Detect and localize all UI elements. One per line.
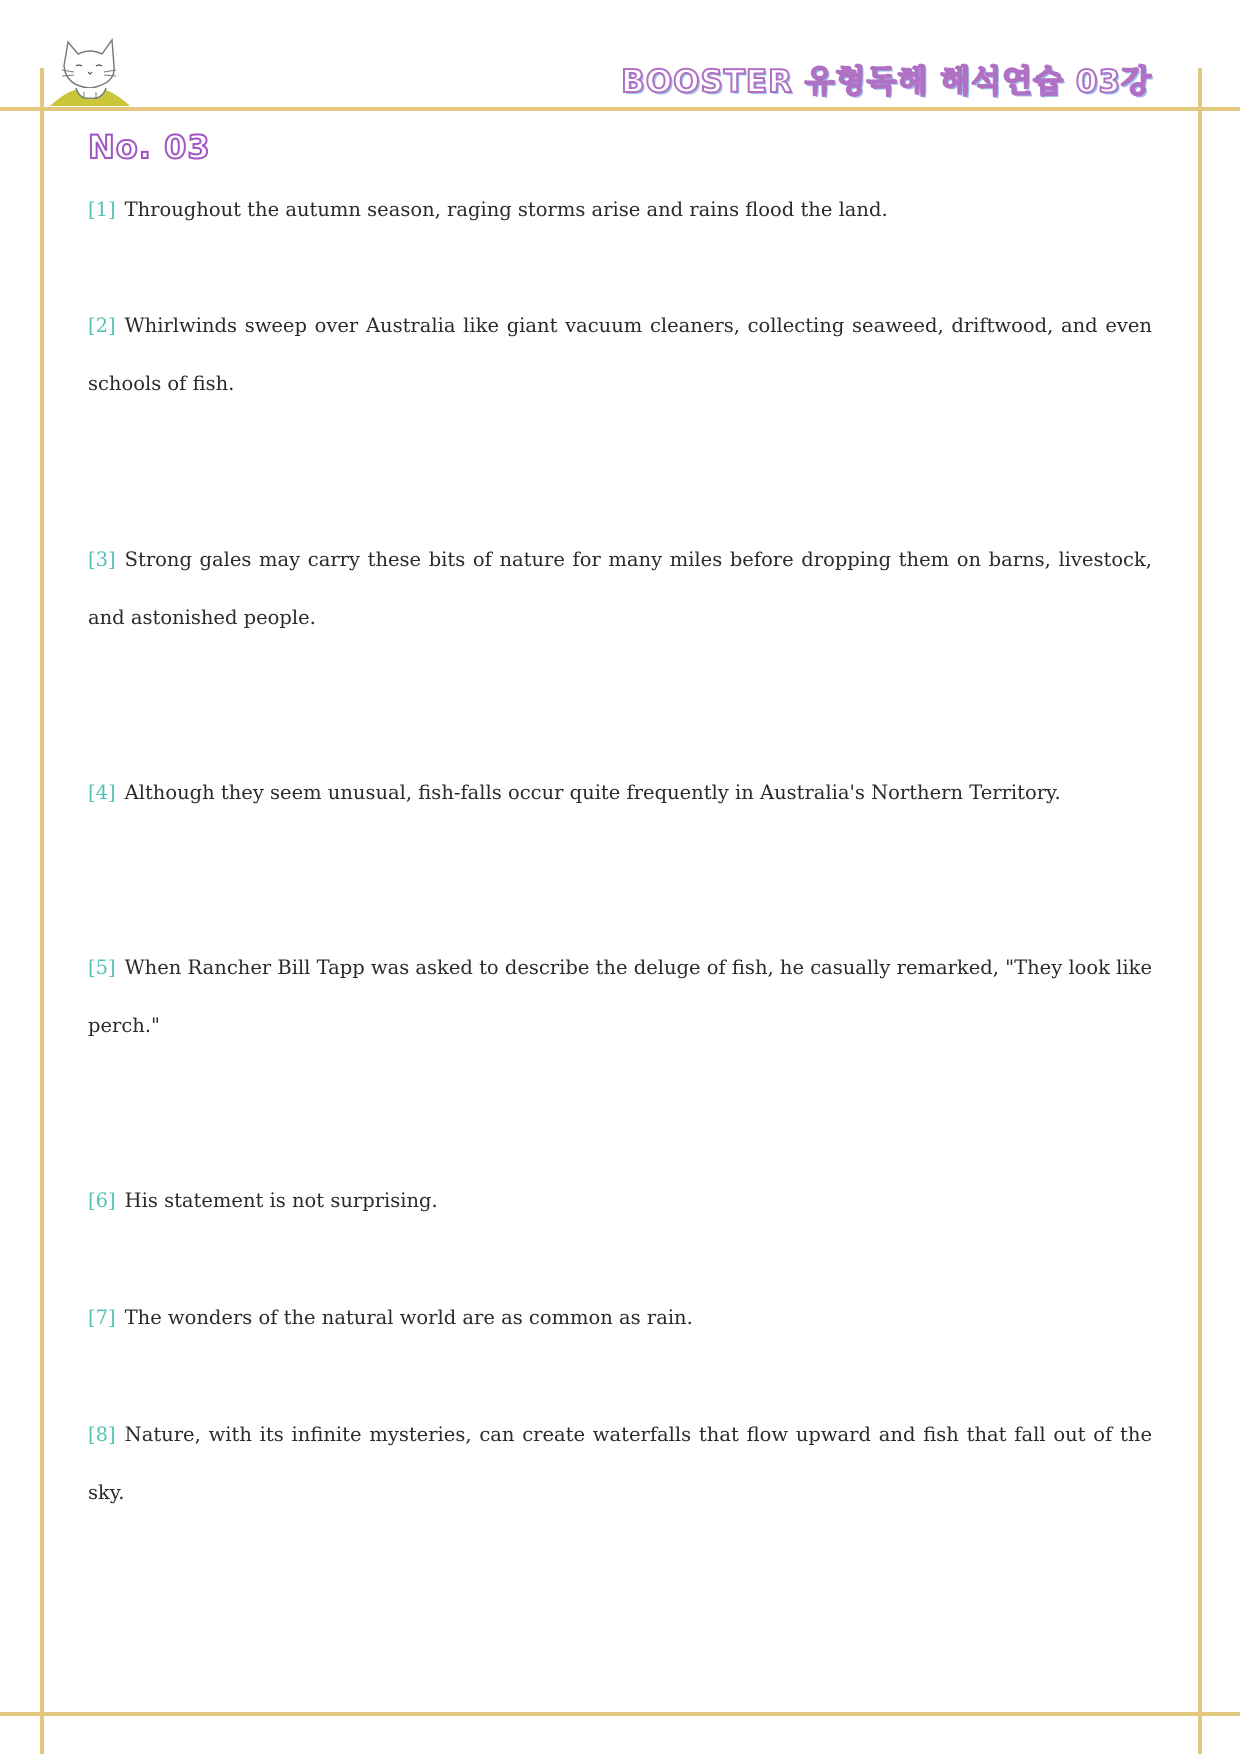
document-number: No. 03 (88, 128, 211, 166)
sentence-text: The wonders of the natural world are as common as rain. (124, 1306, 693, 1329)
sentence-number: [4] (88, 781, 116, 804)
sentence-8 (88, 1406, 1152, 1522)
sentence-text: Although they seem unusual, fish-falls occur quite frequently in Australia's Northern Territory. (124, 781, 1061, 804)
header-divider (0, 107, 1240, 111)
sentence-3 (88, 531, 1152, 647)
cat-logo-icon (46, 28, 134, 106)
sentence-number: [3] (88, 548, 116, 571)
sentence-text: Throughout the autumn season, raging storms arise and rains flood the land. (124, 198, 888, 221)
sentence-number: [5] (88, 956, 116, 979)
sentence-number: [6] (88, 1189, 116, 1212)
sentence-number: [7] (88, 1306, 116, 1329)
sentence-text: Nature, with its infinite mysteries, can create waterfalls that flow upward and fish that fall out of the sky. (88, 1423, 1152, 1504)
sentence-2 (88, 297, 1152, 413)
sentence-text: Strong gales may carry these bits of nature for many miles before dropping them on barns, livestock, and astonished people. (88, 548, 1152, 629)
right-border (1198, 68, 1202, 1754)
sentence-5 (88, 939, 1152, 1055)
sentence-text: His statement is not surprising. (124, 1189, 438, 1212)
sentence-number: [2] (88, 314, 116, 337)
left-border (40, 68, 44, 1754)
sentence-text: When Rancher Bill Tapp was asked to describe the deluge of fish, he casually remarked, "They look like perch." (88, 956, 1153, 1037)
header-title: BOOSTER 유형독해 해석연습 03강 (621, 64, 1152, 100)
sentence-text: Whirlwinds sweep over Australia like giant vacuum cleaners, collecting seaweed, driftwood, and even schools of fish. (88, 314, 1152, 395)
sentence-number: [8] (88, 1423, 116, 1446)
sentence-7 (88, 1289, 1152, 1347)
sentence-4 (88, 764, 1152, 822)
sentence-1 (88, 181, 1152, 239)
sentence-number: [1] (88, 198, 116, 221)
sentence-6 (88, 1172, 1152, 1230)
footer-divider (0, 1712, 1240, 1716)
